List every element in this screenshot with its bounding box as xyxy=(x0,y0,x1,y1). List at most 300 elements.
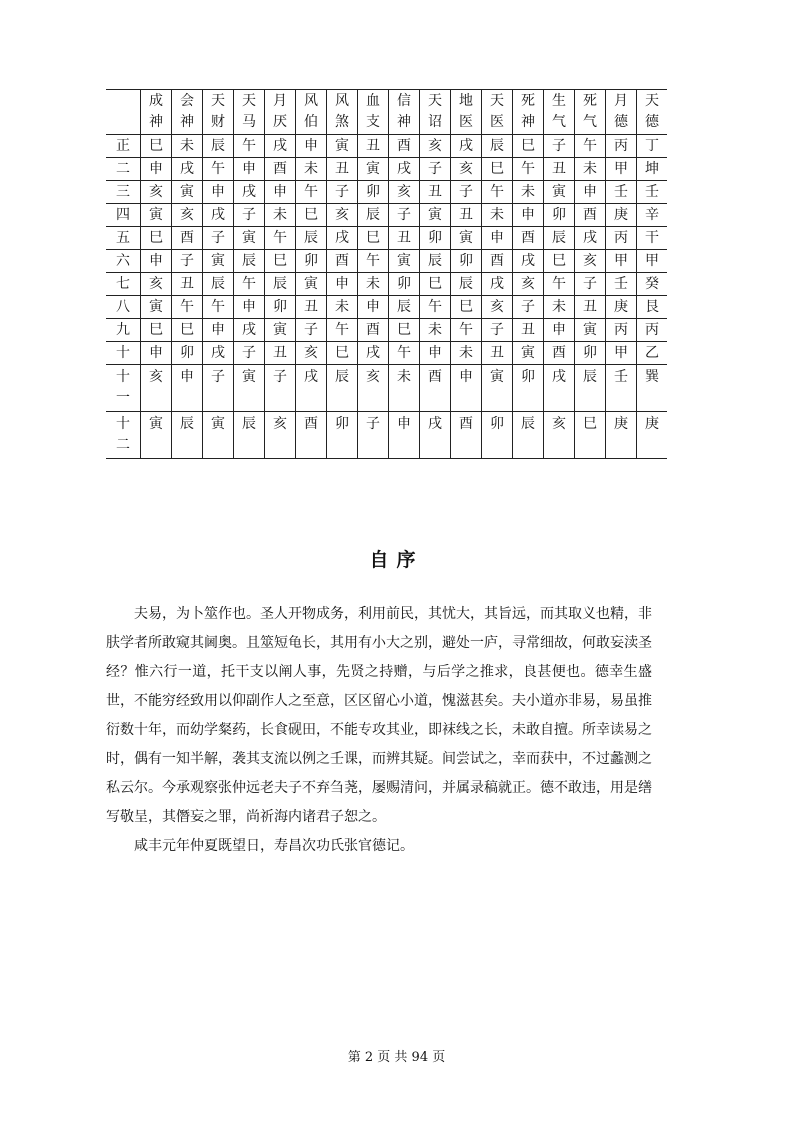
table-cell: 午 xyxy=(265,227,296,250)
column-header-char: 生 xyxy=(552,93,566,109)
table-cell: 寅 xyxy=(141,412,172,459)
column-header-char: 天 xyxy=(428,93,442,109)
table-cell: 丑 xyxy=(172,273,203,296)
table-cell: 戌 xyxy=(358,342,389,365)
table-cell: 申 xyxy=(451,365,482,412)
column-header-char: 神 xyxy=(521,114,535,130)
table-cell: 卯 xyxy=(172,342,203,365)
column-header-char: 医 xyxy=(459,114,473,130)
table-cell: 甲 xyxy=(637,250,668,273)
table-cell: 辰 xyxy=(451,273,482,296)
preface-body xyxy=(106,600,652,861)
table-cell: 子 xyxy=(172,250,203,273)
table-cell: 未 xyxy=(513,181,544,204)
table-cell: 子 xyxy=(327,181,358,204)
table-cell: 辰 xyxy=(420,250,451,273)
table-row xyxy=(106,412,667,459)
table-cell: 戌 xyxy=(172,158,203,181)
table-cell: 寅 xyxy=(575,319,606,342)
column-header-char: 天 xyxy=(645,93,659,109)
table-cell: 子 xyxy=(575,273,606,296)
table-cell: 辛 xyxy=(637,204,668,227)
table-cell: 亥 xyxy=(575,250,606,273)
column-header-char: 风 xyxy=(335,93,349,109)
table-cell: 丑 xyxy=(389,227,420,250)
table-cell: 卯 xyxy=(296,250,327,273)
table-corner-cell xyxy=(106,90,141,135)
table-cell: 申 xyxy=(389,412,420,459)
table-cell: 午 xyxy=(420,296,451,319)
row-label xyxy=(106,227,141,250)
table-cell: 庚 xyxy=(606,412,637,459)
table-row xyxy=(106,250,667,273)
table-cell: 干 xyxy=(637,227,668,250)
row-label xyxy=(106,296,141,319)
row-label xyxy=(106,412,141,459)
table-cell: 戌 xyxy=(296,365,327,412)
table-cell: 巳 xyxy=(358,227,389,250)
table-cell: 乙 xyxy=(637,342,668,365)
table-cell: 壬 xyxy=(606,365,637,412)
column-header xyxy=(234,90,265,135)
table-cell: 壬 xyxy=(606,273,637,296)
table-header-row xyxy=(106,90,667,135)
table-cell: 庚 xyxy=(606,204,637,227)
table-row xyxy=(106,135,667,158)
table-cell: 辰 xyxy=(482,135,513,158)
column-header-char: 死 xyxy=(583,93,597,109)
table-cell: 壬 xyxy=(606,181,637,204)
table-cell: 戌 xyxy=(513,250,544,273)
row-label-char: 三 xyxy=(116,183,130,200)
row-label-char: 七 xyxy=(116,275,130,292)
table-cell: 子 xyxy=(234,342,265,365)
column-header-char: 月 xyxy=(273,93,287,109)
column-header-char: 天 xyxy=(490,93,504,109)
table-cell: 未 xyxy=(544,296,575,319)
table-cell: 巳 xyxy=(141,319,172,342)
table-cell: 酉 xyxy=(451,412,482,459)
column-header xyxy=(637,90,668,135)
table-cell: 子 xyxy=(451,181,482,204)
column-header xyxy=(513,90,544,135)
table-cell: 寅 xyxy=(451,227,482,250)
table-row xyxy=(106,158,667,181)
column-header-char: 地 xyxy=(459,93,473,109)
column-header xyxy=(420,90,451,135)
table-cell: 艮 xyxy=(637,296,668,319)
column-header-char: 信 xyxy=(397,93,411,109)
table-cell: 寅 xyxy=(358,158,389,181)
table-cell: 子 xyxy=(389,204,420,227)
table-cell: 未 xyxy=(482,204,513,227)
table-cell: 巳 xyxy=(327,342,358,365)
table-cell: 寅 xyxy=(420,204,451,227)
table-cell: 辰 xyxy=(203,135,234,158)
table-cell: 酉 xyxy=(575,204,606,227)
table-cell: 申 xyxy=(327,273,358,296)
table-cell: 戌 xyxy=(203,204,234,227)
table-cell: 卯 xyxy=(265,296,296,319)
table-cell: 午 xyxy=(234,273,265,296)
table-cell: 申 xyxy=(234,158,265,181)
table-cell: 午 xyxy=(482,181,513,204)
table-cell: 酉 xyxy=(513,227,544,250)
table-cell: 子 xyxy=(544,135,575,158)
table-cell: 辰 xyxy=(575,365,606,412)
almanac-table xyxy=(106,89,667,459)
table-cell: 卯 xyxy=(451,250,482,273)
table-cell: 子 xyxy=(203,365,234,412)
table-cell: 辰 xyxy=(172,412,203,459)
column-header-char: 天 xyxy=(211,93,225,109)
column-header-char: 成 xyxy=(149,93,163,109)
table-cell: 丑 xyxy=(544,158,575,181)
table-cell: 未 xyxy=(358,273,389,296)
table-cell: 辰 xyxy=(234,412,265,459)
table-cell: 坤 xyxy=(637,158,668,181)
table-cell: 寅 xyxy=(141,204,172,227)
table-cell: 戌 xyxy=(482,273,513,296)
row-label-char: 二 xyxy=(116,437,130,453)
column-header-char: 风 xyxy=(304,93,318,109)
table-cell: 巳 xyxy=(513,135,544,158)
table-cell: 甲 xyxy=(606,158,637,181)
table-cell: 子 xyxy=(265,365,296,412)
table-cell: 巳 xyxy=(420,273,451,296)
column-header-char: 德 xyxy=(645,114,659,130)
table-cell: 寅 xyxy=(234,365,265,412)
table-cell: 卯 xyxy=(544,204,575,227)
table-cell: 寅 xyxy=(296,273,327,296)
table-cell: 巳 xyxy=(389,319,420,342)
table-cell: 辰 xyxy=(296,227,327,250)
table-cell: 丙 xyxy=(606,319,637,342)
row-label-char: 八 xyxy=(116,298,130,315)
table-cell: 辰 xyxy=(544,227,575,250)
table-cell: 午 xyxy=(451,319,482,342)
row-label-char: 九 xyxy=(116,321,130,338)
table-cell: 申 xyxy=(141,158,172,181)
table-cell: 亥 xyxy=(358,365,389,412)
row-label-char: 十 xyxy=(116,369,130,385)
table-cell: 申 xyxy=(141,342,172,365)
table-cell: 寅 xyxy=(327,135,358,158)
table-cell: 子 xyxy=(234,204,265,227)
table-cell: 辰 xyxy=(513,412,544,459)
preface-signature: 咸丰元年仲夏既望日，寿昌次功氏张官德记。 xyxy=(134,838,414,854)
table-cell: 寅 xyxy=(172,181,203,204)
row-label-char: 正 xyxy=(116,137,130,154)
column-header-char: 月 xyxy=(614,93,628,109)
table-cell: 庚 xyxy=(637,412,668,459)
table-cell: 丑 xyxy=(265,342,296,365)
column-header-char: 会 xyxy=(180,93,194,109)
table-cell: 午 xyxy=(513,158,544,181)
column-header-char: 伯 xyxy=(304,114,318,130)
column-header-char: 神 xyxy=(180,114,194,130)
table-cell: 亥 xyxy=(141,273,172,296)
row-label-char: 二 xyxy=(116,160,130,177)
table-cell: 丑 xyxy=(482,342,513,365)
column-header-char: 天 xyxy=(242,93,256,109)
table-cell: 戌 xyxy=(389,158,420,181)
table-cell: 未 xyxy=(575,158,606,181)
table-cell: 申 xyxy=(234,296,265,319)
row-label-char: 五 xyxy=(116,229,130,246)
table-cell: 寅 xyxy=(265,319,296,342)
table-cell: 丑 xyxy=(327,158,358,181)
table-cell: 酉 xyxy=(296,412,327,459)
table-cell: 卯 xyxy=(358,181,389,204)
table-cell: 丙 xyxy=(606,227,637,250)
table-cell: 巽 xyxy=(637,365,668,412)
table-cell: 申 xyxy=(172,365,203,412)
table-row xyxy=(106,227,667,250)
table-cell: 子 xyxy=(513,296,544,319)
table-cell: 寅 xyxy=(513,342,544,365)
table-cell: 癸 xyxy=(637,273,668,296)
table-cell: 午 xyxy=(203,158,234,181)
table-row xyxy=(106,342,667,365)
table-row xyxy=(106,273,667,296)
column-header xyxy=(544,90,575,135)
table-cell: 午 xyxy=(389,342,420,365)
table-cell: 午 xyxy=(358,250,389,273)
table-cell: 申 xyxy=(265,181,296,204)
row-label xyxy=(106,365,141,412)
table-cell: 辰 xyxy=(358,204,389,227)
table-cell: 戌 xyxy=(575,227,606,250)
table-cell: 巳 xyxy=(544,250,575,273)
column-header-char: 煞 xyxy=(335,114,349,130)
table-cell: 戌 xyxy=(203,342,234,365)
table-cell: 巳 xyxy=(265,250,296,273)
row-label xyxy=(106,319,141,342)
table-row xyxy=(106,181,667,204)
preface-paragraph: 夫易，为卜筮作也。圣人开物成务，利用前民，其忧大，其旨远，而其取义也精，非肤学者所敢窥其阃奥。且筮短龟长，其用有小大之别，避处一庐，寻常细故，何敢妄渎圣经？惟六行一道，托干支以阐人事，先贤之持赠，与后学之推求，良甚便也。德幸生盛世，不能穷经致用以仰副作人之至意，区区留心小道，愧滋甚矣。夫小道亦非易，易虽推衍数十年，而幼学粲药，长食砚田，不能专攻其业，即袜线之长，未敢自擅。所幸读易之时，偶有一知半解，袭其支流以例之壬课，而辨其疑。间尝试之，幸而获中，不过蠡测之私云尔。今承观察张仲远老夫子不弃刍荛，屡赐清问，并属录稿就正。德不敢违，用是缮写敬呈，其僭妄之罪，尚祈海内诸君子恕之。 xyxy=(106,606,652,825)
table-cell: 申 xyxy=(575,181,606,204)
table-cell: 卯 xyxy=(389,273,420,296)
table-cell: 寅 xyxy=(203,412,234,459)
table-cell: 丑 xyxy=(451,204,482,227)
table-cell: 辰 xyxy=(389,296,420,319)
table-cell: 酉 xyxy=(420,365,451,412)
table-cell: 未 xyxy=(296,158,327,181)
table-cell: 酉 xyxy=(389,135,420,158)
row-label xyxy=(106,135,141,158)
column-header-char: 马 xyxy=(242,114,256,130)
table-row xyxy=(106,319,667,342)
table-cell: 申 xyxy=(420,342,451,365)
table-cell: 申 xyxy=(513,204,544,227)
table-cell: 亥 xyxy=(451,158,482,181)
table-cell: 甲 xyxy=(606,342,637,365)
table-cell: 亥 xyxy=(420,135,451,158)
column-header-char: 神 xyxy=(149,114,163,130)
table-cell: 子 xyxy=(482,319,513,342)
row-label-char: 六 xyxy=(116,252,130,269)
table-cell: 卯 xyxy=(575,342,606,365)
column-header xyxy=(482,90,513,135)
column-header-char: 德 xyxy=(614,114,628,130)
column-header-char: 气 xyxy=(552,114,566,130)
table-cell: 卯 xyxy=(482,412,513,459)
table-cell: 亥 xyxy=(172,204,203,227)
table-cell: 酉 xyxy=(265,158,296,181)
table-cell: 午 xyxy=(172,296,203,319)
table-cell: 丁 xyxy=(637,135,668,158)
column-header xyxy=(575,90,606,135)
table-cell: 申 xyxy=(203,319,234,342)
table-cell: 巳 xyxy=(172,319,203,342)
column-header xyxy=(141,90,172,135)
table-cell: 亥 xyxy=(513,273,544,296)
table-cell: 午 xyxy=(234,135,265,158)
table-cell: 未 xyxy=(420,319,451,342)
table-cell: 申 xyxy=(296,135,327,158)
column-header xyxy=(451,90,482,135)
column-header-char: 死 xyxy=(521,93,535,109)
table-cell: 午 xyxy=(327,319,358,342)
table-cell: 巳 xyxy=(141,135,172,158)
column-header-char: 诏 xyxy=(428,114,442,130)
table-cell: 寅 xyxy=(544,181,575,204)
column-header xyxy=(327,90,358,135)
table-cell: 酉 xyxy=(482,250,513,273)
table-cell: 未 xyxy=(327,296,358,319)
table-cell: 寅 xyxy=(482,365,513,412)
table-cell: 子 xyxy=(358,412,389,459)
row-label xyxy=(106,158,141,181)
table-cell: 亥 xyxy=(296,342,327,365)
row-label-char: 一 xyxy=(116,390,130,406)
table-cell: 寅 xyxy=(234,227,265,250)
table-cell: 丙 xyxy=(637,319,668,342)
table-cell: 巳 xyxy=(575,412,606,459)
table-cell: 寅 xyxy=(141,296,172,319)
table-cell: 亥 xyxy=(544,412,575,459)
table-cell: 丙 xyxy=(606,135,637,158)
table-cell: 辰 xyxy=(327,365,358,412)
table-cell: 寅 xyxy=(203,250,234,273)
table-cell: 丑 xyxy=(513,319,544,342)
table-cell: 卯 xyxy=(513,365,544,412)
table-cell: 辰 xyxy=(203,273,234,296)
column-header-char: 气 xyxy=(583,114,597,130)
table-cell: 亥 xyxy=(265,412,296,459)
table-cell: 巳 xyxy=(451,296,482,319)
table-cell: 亥 xyxy=(327,204,358,227)
table-cell: 未 xyxy=(265,204,296,227)
table-cell: 酉 xyxy=(358,319,389,342)
row-label-char: 十 xyxy=(116,344,130,361)
table-cell: 午 xyxy=(575,135,606,158)
table-cell: 戌 xyxy=(327,227,358,250)
row-label xyxy=(106,181,141,204)
table-cell: 丑 xyxy=(420,181,451,204)
row-label xyxy=(106,250,141,273)
table-cell: 庚 xyxy=(606,296,637,319)
table-row xyxy=(106,365,667,412)
column-header-char: 血 xyxy=(366,93,380,109)
row-label xyxy=(106,273,141,296)
table-cell: 酉 xyxy=(327,250,358,273)
table-cell: 子 xyxy=(296,319,327,342)
column-header xyxy=(265,90,296,135)
column-header xyxy=(389,90,420,135)
table-cell: 亥 xyxy=(141,181,172,204)
table-cell: 未 xyxy=(172,135,203,158)
table-cell: 巳 xyxy=(296,204,327,227)
table-cell: 巳 xyxy=(141,227,172,250)
table-row xyxy=(106,296,667,319)
row-label xyxy=(106,204,141,227)
column-header xyxy=(606,90,637,135)
table-cell: 未 xyxy=(389,365,420,412)
table-cell: 午 xyxy=(544,273,575,296)
table-cell: 子 xyxy=(203,227,234,250)
column-header xyxy=(358,90,389,135)
table-cell: 申 xyxy=(203,181,234,204)
page-footer: 第 2 页 共 94 页 xyxy=(347,1050,446,1065)
table-cell: 子 xyxy=(420,158,451,181)
table-cell: 戌 xyxy=(420,412,451,459)
column-header-char: 支 xyxy=(366,114,380,130)
row-label-char: 十 xyxy=(116,416,130,432)
column-header xyxy=(296,90,327,135)
table-cell: 寅 xyxy=(389,250,420,273)
row-label xyxy=(106,342,141,365)
column-header-char: 医 xyxy=(490,114,504,130)
table-cell: 申 xyxy=(358,296,389,319)
almanac-table-container xyxy=(106,89,659,459)
row-label-char: 四 xyxy=(116,206,130,223)
table-cell: 午 xyxy=(296,181,327,204)
table-cell: 戌 xyxy=(451,135,482,158)
table-cell: 戌 xyxy=(265,135,296,158)
table-cell: 卯 xyxy=(420,227,451,250)
table-cell: 未 xyxy=(451,342,482,365)
table-cell: 酉 xyxy=(172,227,203,250)
column-header xyxy=(203,90,234,135)
table-cell: 酉 xyxy=(544,342,575,365)
table-cell: 丑 xyxy=(575,296,606,319)
table-cell: 申 xyxy=(482,227,513,250)
table-cell: 戌 xyxy=(234,181,265,204)
table-cell: 午 xyxy=(203,296,234,319)
table-cell: 壬 xyxy=(637,181,668,204)
table-cell: 卯 xyxy=(327,412,358,459)
table-cell: 戌 xyxy=(544,365,575,412)
table-cell: 申 xyxy=(141,250,172,273)
table-row xyxy=(106,204,667,227)
table-cell: 丑 xyxy=(296,296,327,319)
column-header xyxy=(172,90,203,135)
table-cell: 辰 xyxy=(265,273,296,296)
table-cell: 丑 xyxy=(358,135,389,158)
column-header-char: 神 xyxy=(397,114,411,130)
table-cell: 亥 xyxy=(141,365,172,412)
column-header-char: 财 xyxy=(211,114,225,130)
table-cell: 辰 xyxy=(234,250,265,273)
table-cell: 戌 xyxy=(234,319,265,342)
column-header-char: 厌 xyxy=(273,114,287,130)
table-cell: 亥 xyxy=(389,181,420,204)
preface-title: 自序 xyxy=(369,549,424,571)
table-cell: 巳 xyxy=(482,158,513,181)
table-cell: 申 xyxy=(544,319,575,342)
